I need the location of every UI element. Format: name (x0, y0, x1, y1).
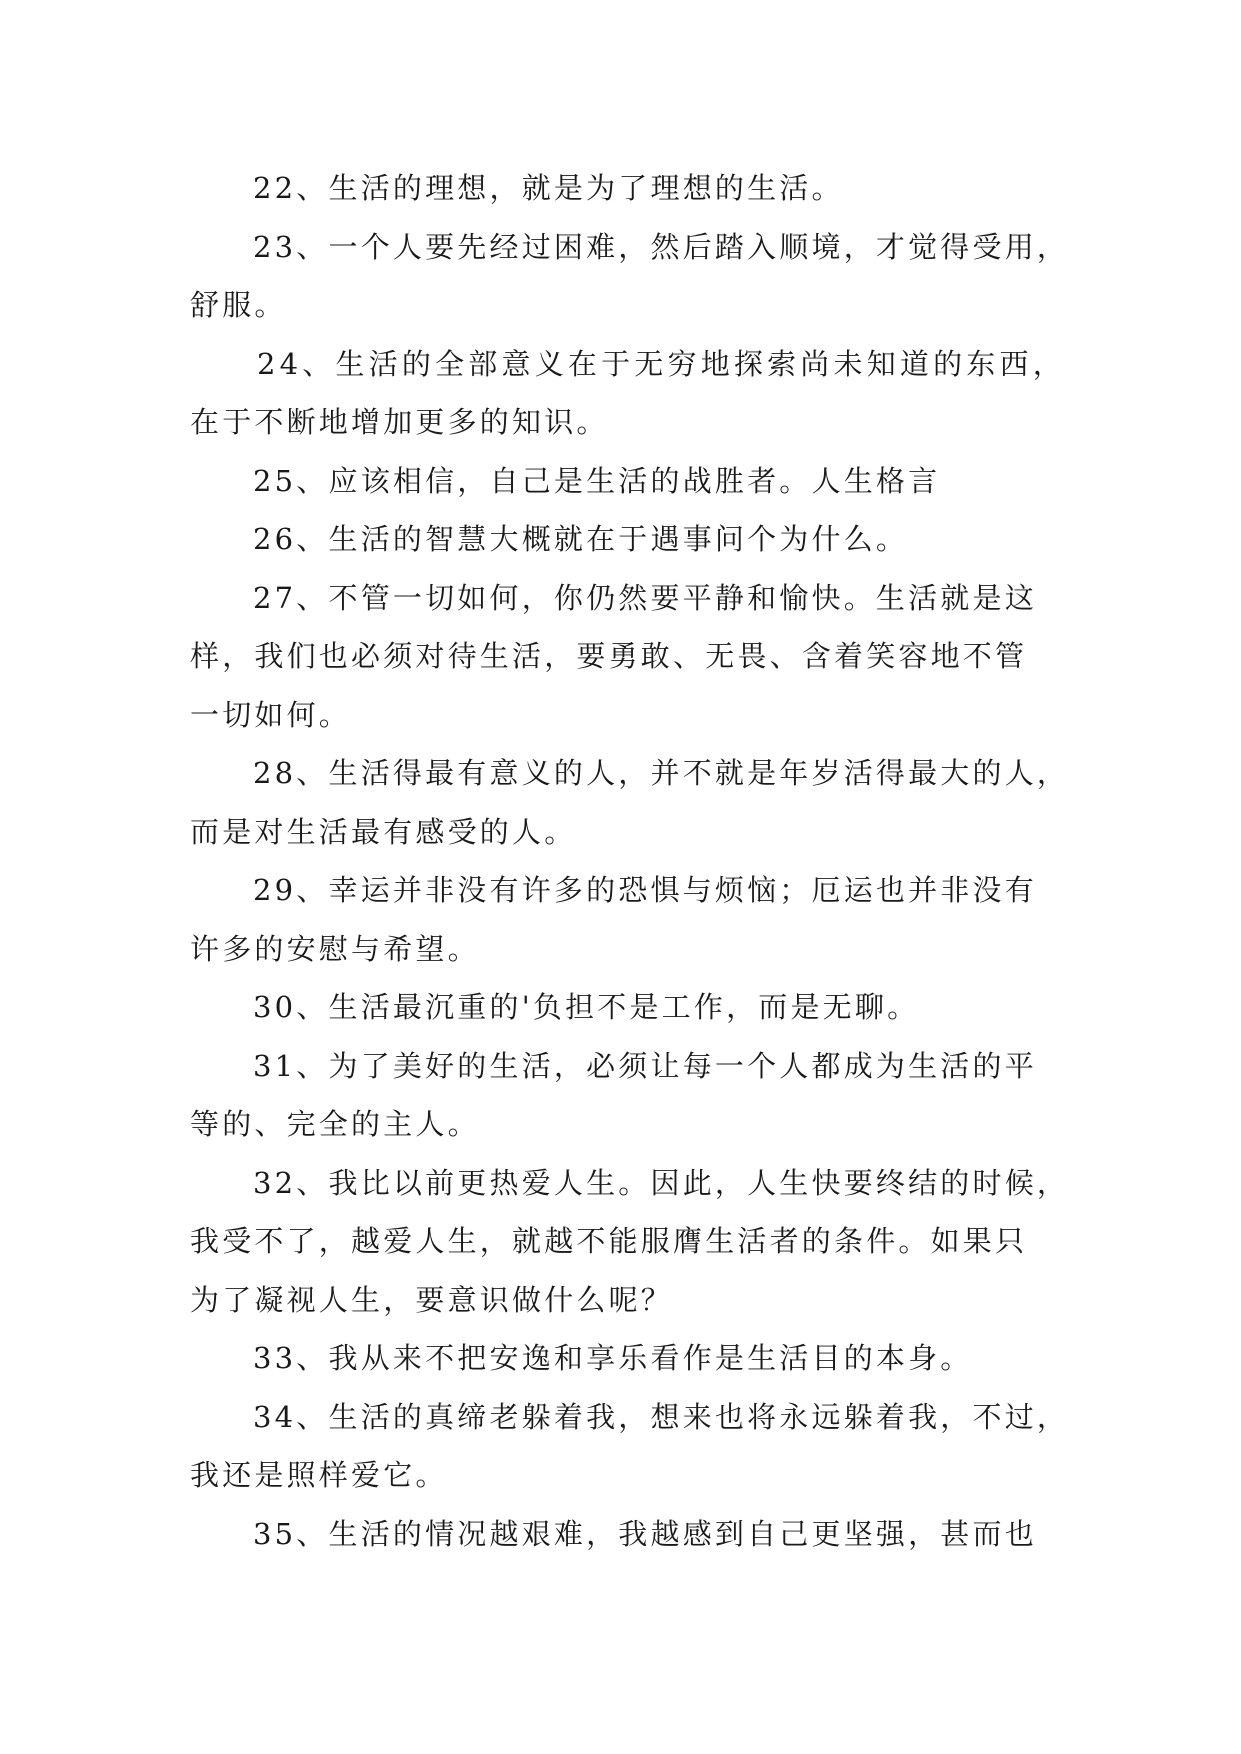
text-line: 24、生活的全部意义在于无穷地探索尚未知道的东西， (257, 346, 1066, 381)
paragraph-26 (190, 510, 1060, 569)
paragraph-30 (190, 978, 1060, 1037)
paragraph-33 (190, 1329, 1060, 1388)
paragraph-34 (190, 1388, 1070, 1505)
text-line: 在于不断地增加更多的知识。 (190, 405, 609, 439)
text-line: 35、生活的情况越艰难，我越感到自己更坚强，甚而也 (253, 1516, 1037, 1551)
text-line: 28、生活得最有意义的人，并不就是年岁活得最大的人， (253, 756, 1070, 790)
text-line: 为了凝视人生，要意识做什么呢？ (190, 1282, 674, 1317)
document-body (190, 159, 1070, 1563)
text-line: 许多的安慰与希望。 (190, 931, 480, 966)
text-line: 而是对生活最有感受的人。 (190, 814, 577, 849)
paragraph-32 (190, 1154, 1070, 1330)
text-line: 23、一个人要先经过困难，然后踏入顺境，才觉得受用， (253, 229, 1070, 264)
text-line: 30、生活最沉重的'负担不是工作，而是无聊。 (253, 990, 920, 1024)
text-line: 34、生活的真缔老躲着我，想来也将永远躲着我，不过， (253, 1399, 1070, 1434)
paragraph-27 (190, 569, 1060, 745)
text-line: 等的、完全的主人。 (190, 1107, 480, 1141)
text-line: 31、为了美好的生活，必须让每一个人都成为生活的平 (253, 1048, 1037, 1083)
paragraph-31 (190, 1037, 1060, 1154)
text-line: 我受不了，越爱人生，就越不能服膺生活者的条件。如果只 (190, 1224, 1028, 1258)
text-line: 27、不管一切如何，你仍然要平静和愉快。生活就是这 (253, 580, 1037, 615)
text-line: 样，我们也必须对待生活，要勇敢、无畏、含着笑容地不管 (190, 639, 1028, 673)
paragraph-23 (190, 218, 1070, 335)
paragraph-29 (190, 861, 1060, 978)
text-line: 舒服。 (190, 288, 287, 322)
text-line: 我还是照样爱它。 (190, 1458, 448, 1492)
paragraph-24 (190, 335, 1066, 452)
paragraph-25 (190, 452, 1060, 511)
text-line: 一切如何。 (190, 697, 352, 732)
text-line: 33、我从来不把安逸和享乐看作是生活目的本身。 (253, 1341, 973, 1375)
paragraph-35 (190, 1505, 1060, 1564)
text-line: 29、幸运并非没有许多的恐惧与烦恼；厄运也并非没有 (253, 873, 1037, 907)
paragraph-22 (190, 159, 1060, 218)
paragraph-28 (190, 744, 1070, 861)
text-line: 32、我比以前更热爱人生。因此，人生快要终结的时候， (253, 1165, 1070, 1200)
text-line: 22、生活的理想，就是为了理想的生活。 (253, 171, 844, 205)
text-line: 26、生活的智慧大概就在于遇事问个为什么。 (253, 522, 909, 556)
text-line: 25、应该相信，自己是生活的战胜者。人生格言 (253, 463, 941, 498)
